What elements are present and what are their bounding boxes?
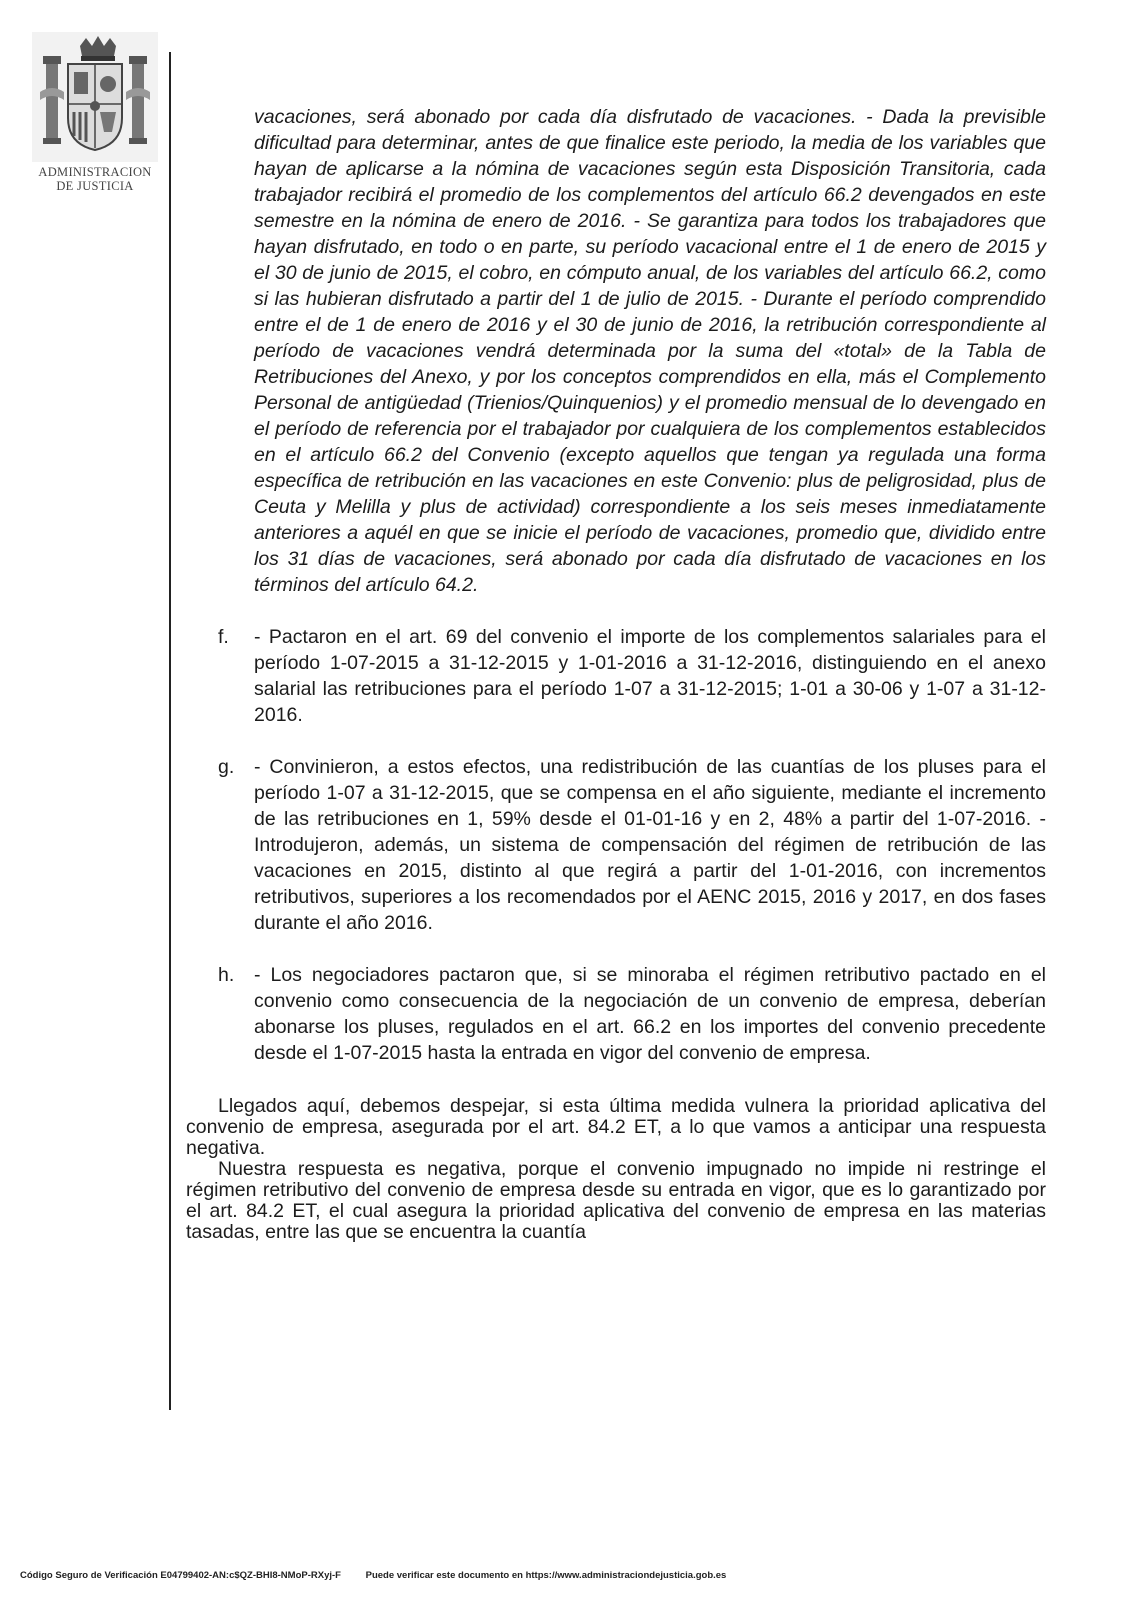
list-item-label: h.: [218, 964, 235, 986]
list-item-label: g.: [218, 756, 235, 778]
org-name-line1: ADMINISTRACION: [38, 165, 152, 179]
verification-footer: [20, 1570, 1110, 1581]
verification-code: Código Seguro de Verificación E04799402-AN:c$QZ-BHI8-NMoP-RXyj-F: [20, 1570, 341, 1581]
org-name-line2: DE JUSTICIA: [56, 179, 134, 193]
margin-rule: [169, 52, 171, 1410]
list-item-label: f.: [218, 626, 229, 648]
document-body: [186, 104, 1046, 1243]
list-item-g: [186, 754, 1046, 936]
verification-url: Puede verificar este documento en https://www.administraciondejusticia.gob.es: [365, 1570, 727, 1581]
body-paragraph-2: Nuestra respuesta es negativa, porque el convenio impugnado no impide ni restringe el régimen retributivo del convenio de empresa desde su entrada en vigor, que es lo garantizado por el art. 84.2 ET, el cual asegura la prioridad aplicativa del convenio de empresa en las materias tasadas, entre las que se encuentra la cuantía: [186, 1158, 1046, 1243]
list-item-text: - Convinieron, a estos efectos, una redistribución de las cuantías de los pluses para el período 1-07 a 31-12-2015, que se compensa en el año siguiente, mediante el incremento de las retribuciones en 1, 59% desde el 01-01-16 y en 2, 48% a partir del 1-07-2016. - Introdujeron, además, un sistema de compensación del régimen de retribución de las vacaciones en 2015, distinto al que regirá a partir del 1-01-2016, con incrementos retributivos, superiores a los recomendados por el AENC 2015, 2016 y 2017, en dos fases durante el año 2016.: [254, 756, 1046, 934]
list-item-h: [186, 962, 1046, 1066]
coat-of-arms-icon: [32, 32, 158, 162]
list-item-text: - Los negociadores pactaron que, si se minoraba el régimen retributivo pactado en el convenio como consecuencia de la negociación de un convenio de empresa, deberían abonarse los pluses, regulados en el art. 66.2 en los importes del convenio precedente desde el 1-07-2015 hasta la entrada en vigor del convenio de empresa.: [254, 964, 1046, 1064]
list-item-text: - Pactaron en el art. 69 del convenio el importe de los complementos salariales para el período 1-07-2015 a 31-12-2015 y 1-01-2016 a 31-12-2016, distinguiendo en el anexo salarial las retribuciones para el período 1-07 a 31-12-2015; 1-01 a 30-06 y 1-07 a 31-12-2016.: [254, 626, 1046, 726]
list-item-f: [186, 624, 1046, 728]
header-logo: [32, 32, 158, 200]
body-paragraph-1: Llegados aquí, debemos despejar, si esta última medida vulnera la prioridad aplicativa del convenio de empresa, asegurada por el art. 84.2 ET, a lo que vamos a anticipar una respuesta negativa.: [186, 1095, 1046, 1159]
continuation-paragraph: vacaciones, será abonado por cada día disfrutado de vacaciones. - Dada la previsible dificultad para determinar, antes de que finalice este periodo, la media de los variables que hayan de aplicarse a la nómina de vacaciones según esta Disposición Transitoria, cada trabajador recibirá el promedio de los complementos del artículo 66.2 devengados en este semestre en la nómina de enero de 2016. - Se garantiza para todos los trabajadores que hayan disfrutado, en todo o en parte, su período vacacional entre el 1 de enero de 2015 y el 30 de junio de 2015, el cobro, en cómputo anual, de los variables del artículo 66.2, como si las hubieran disfrutado a partir del 1 de julio de 2015. - Durante el período comprendido entre el de 1 de enero de 2016 y el 30 de junio de 2016, la retribución correspondiente al período de vacaciones vendrá determinada por la suma del «total» de la Tabla de Retribuciones del Anexo, y por los conceptos comprendidos en ella, más el Complemento Personal de antigüedad (Trienios/Quinquenios) y el promedio mensual de lo devengado en el período de referencia por el trabajador por cualquiera de los complementos establecidos en el artículo 66.2 del Convenio (excepto aquellos que tengan ya regulada una forma específica de retribución en las vacaciones en este Convenio: plus de peligrosidad, plus de Ceuta y Melilla y plus de actividad) correspondiente a los seis meses inmediatamente anteriores a aquél en que se inicie el período de vacaciones, promedio que, dividido entre los 31 días de vacaciones, será abonado por cada día disfrutado de vacaciones en los términos del artículo 64.2.: [254, 106, 1046, 596]
